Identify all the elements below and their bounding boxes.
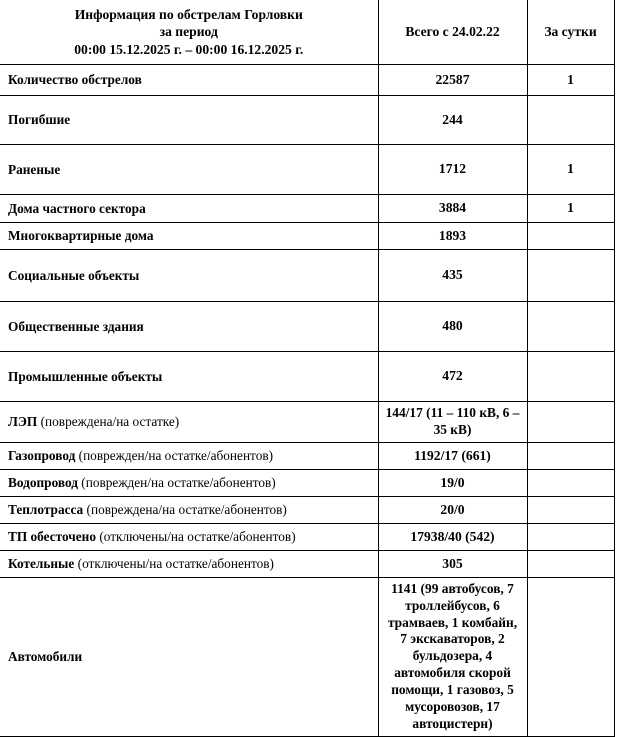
row-label-cell [0, 496, 378, 523]
row-day-cell [527, 577, 614, 736]
row-label-bold: Многоквартирные дома [8, 228, 154, 244]
row-total-cell [378, 402, 527, 443]
row-day-cell [527, 442, 614, 469]
row-label-bold: Автомобили [8, 648, 83, 664]
header-cell-total [378, 0, 527, 65]
row-total-cell [378, 250, 527, 302]
row-day-cell [527, 496, 614, 523]
table-row [0, 195, 614, 223]
row-label-bold: Погибшие [8, 112, 71, 128]
row-label-bold: Социальные объекты [8, 267, 140, 283]
row-total-value: 19/0 [440, 474, 465, 490]
row-total-cell [378, 195, 527, 223]
row-total-cell [378, 577, 527, 736]
row-label-cell [0, 442, 378, 469]
row-day-value [528, 273, 614, 279]
row-total-value: 472 [442, 368, 463, 384]
row-label-bold: Теплотрасса [8, 501, 84, 517]
row-label-cell [0, 577, 378, 736]
row-label-paren: (отключены/на остатке/абонентов) [96, 528, 296, 544]
header-title-line-3: 00:00 15.12.2025 г. – 00:00 16.12.2025 г. [74, 41, 304, 57]
row-day-cell [527, 195, 614, 223]
table-row [0, 402, 614, 443]
row-label-cell [0, 550, 378, 577]
row-label-paren: (поврежден/на остатке/абонентов) [75, 447, 274, 463]
row-total-value: 17938/40 (542) [410, 528, 495, 544]
row-day-value: 1 [567, 71, 574, 87]
row-day-cell [527, 402, 614, 443]
header-title-line-1: Информация по обстрелам Горловки [74, 6, 303, 22]
row-total-cell [378, 302, 527, 352]
table-row [0, 469, 614, 496]
row-label-bold: Дома частного сектора [8, 200, 146, 216]
row-total-value: 22587 [435, 71, 470, 87]
row-total-value: 1893 [438, 227, 467, 243]
row-total-value: 144/17 (11 – 110 кВ, 6 – 35 кВ) [385, 405, 520, 437]
header-total-label: Всего с 24.02.22 [405, 24, 500, 40]
header-cell-day [527, 0, 614, 65]
table-row [0, 145, 614, 195]
row-label-bold: Водопровод [8, 474, 78, 490]
row-label-paren: (отключены/на остатке/абонентов) [74, 555, 274, 571]
row-day-cell [527, 223, 614, 250]
row-day-value [528, 480, 614, 486]
row-day-value [528, 233, 614, 239]
row-label-bold: Раненые [8, 161, 61, 177]
row-day-cell [527, 96, 614, 145]
table-row [0, 223, 614, 250]
row-day-cell [527, 65, 614, 96]
row-label-bold: Котельные [8, 555, 75, 571]
row-total-cell [378, 96, 527, 145]
table-row [0, 577, 614, 736]
row-label-cell [0, 145, 378, 195]
row-total-value: 305 [442, 555, 463, 571]
row-total-value: 1192/17 (661) [414, 447, 491, 463]
row-day-cell [527, 302, 614, 352]
row-day-value: 1 [567, 200, 574, 216]
row-total-cell [378, 550, 527, 577]
table-row [0, 352, 614, 402]
row-label-bold: Общественные здания [8, 318, 144, 334]
table-row [0, 442, 614, 469]
table-row [0, 302, 614, 352]
row-day-value [528, 561, 614, 567]
row-label-cell [0, 250, 378, 302]
row-day-cell [527, 145, 614, 195]
row-day-cell [527, 550, 614, 577]
row-day-value [528, 374, 614, 380]
row-label-cell [0, 223, 378, 250]
row-total-cell [378, 496, 527, 523]
row-total-cell [378, 442, 527, 469]
row-label-cell [0, 402, 378, 443]
row-day-value [528, 507, 614, 513]
table-row [0, 496, 614, 523]
row-day-value [528, 534, 614, 540]
header-cell-title [0, 0, 378, 65]
row-label-cell [0, 523, 378, 550]
row-day-cell [527, 523, 614, 550]
row-label-cell [0, 96, 378, 145]
row-label-bold: ЛЭП [8, 414, 38, 430]
row-label-paren: (поврежден/на остатке/абонентов) [77, 474, 276, 490]
row-label-cell [0, 65, 378, 96]
row-day-value [528, 324, 614, 330]
row-label-cell [0, 302, 378, 352]
row-label-paren: (повреждена/на остатке) [37, 414, 180, 430]
row-total-cell [378, 145, 527, 195]
row-day-cell [527, 352, 614, 402]
row-day-cell [527, 469, 614, 496]
row-total-value: 20/0 [440, 501, 465, 517]
row-total-cell [378, 523, 527, 550]
table-row [0, 65, 614, 96]
row-total-cell [378, 352, 527, 402]
table-row [0, 96, 614, 145]
row-total-cell [378, 65, 527, 96]
row-label-bold: Газопровод [8, 447, 76, 463]
row-day-value [528, 453, 614, 459]
row-total-value: 244 [442, 111, 463, 127]
table-row [0, 523, 614, 550]
row-day-cell [527, 250, 614, 302]
header-day-label: За сутки [544, 24, 597, 40]
row-label-bold: ТП обесточено [8, 528, 96, 544]
row-day-value: 1 [567, 161, 574, 177]
row-total-cell [378, 469, 527, 496]
row-day-value [528, 654, 614, 660]
row-day-value [528, 419, 614, 425]
row-label-paren: (повреждена/на остатке/абонентов) [83, 501, 287, 517]
row-total-value: 435 [442, 267, 463, 283]
row-total-value: 1141 (99 автобусов, 7 троллейбусов, 6 трамваев, 1 комбайн, 7 экскаваторов, 2 бульдозера, 4 автомобиля скорой помощи, 1 газовоз, 5 мусоровозов, 17 автоцистерн) [387, 580, 518, 731]
row-label-bold: Промышленные объекты [8, 368, 163, 384]
table-row [0, 250, 614, 302]
row-label-cell [0, 195, 378, 223]
row-day-value [528, 117, 614, 123]
row-total-value: 3884 [438, 200, 467, 216]
row-total-cell [378, 223, 527, 250]
row-label-bold: Количество обстрелов [8, 72, 142, 88]
table-row [0, 550, 614, 577]
row-total-value: 480 [442, 318, 463, 334]
row-label-cell [0, 469, 378, 496]
table-header-row [0, 0, 614, 65]
header-title-line-2: за период [159, 24, 218, 40]
row-label-cell [0, 352, 378, 402]
row-total-value: 1712 [438, 161, 467, 177]
